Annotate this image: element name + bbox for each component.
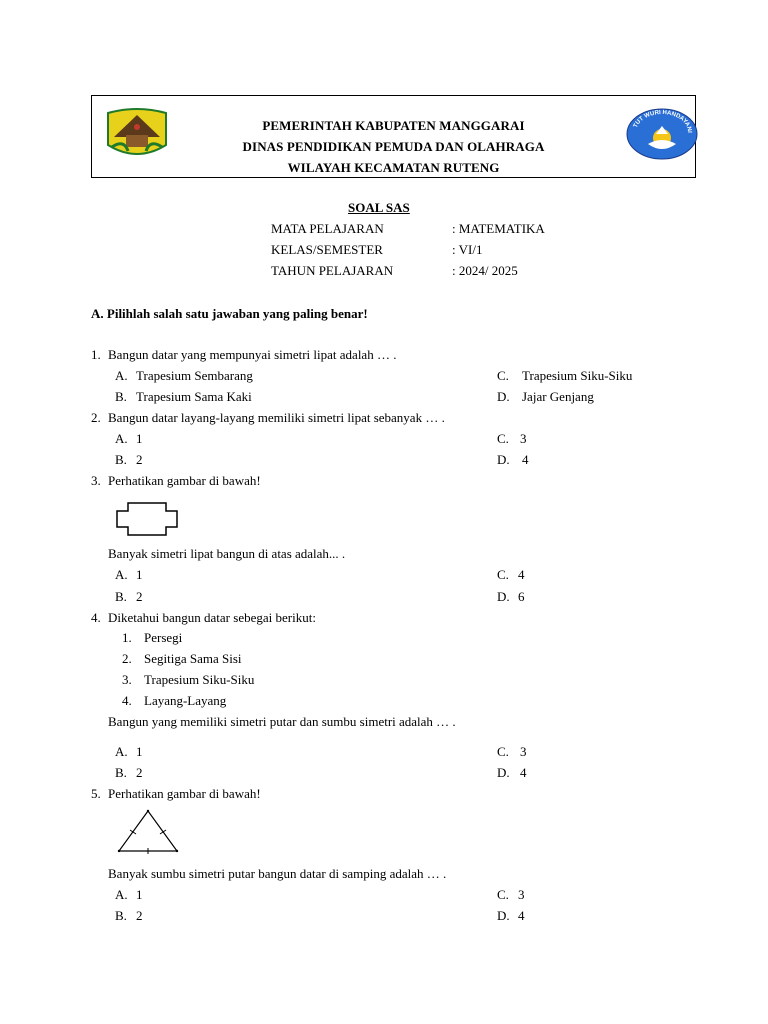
option-letter: D. (497, 452, 510, 467)
option-letter: A. (115, 887, 128, 902)
option-text: 4 (522, 452, 529, 467)
option-text: 4 (520, 765, 527, 780)
equilateral-triangle-figure (114, 806, 182, 856)
question-followup: Banyak sumbu simetri putar bangun datar di samping adalah … . (108, 866, 447, 881)
list-number: 1. (122, 630, 132, 645)
info-value-class: : VI/1 (452, 242, 483, 257)
question-text: Perhatikan gambar di bawah! (108, 473, 261, 488)
list-number: 2. (122, 651, 132, 666)
option-letter: D. (497, 908, 510, 923)
option-letter: C. (497, 431, 509, 446)
list-item: Segitiga Sama Sisi (144, 651, 242, 666)
question-number: 3. (91, 473, 101, 488)
tut-wuri-handayani-icon (626, 108, 698, 160)
option-letter: B. (115, 765, 127, 780)
question-text: Perhatikan gambar di bawah! (108, 786, 261, 801)
question-number: 5. (91, 786, 101, 801)
letterhead (91, 95, 696, 178)
right-logo-text: TUT WURI HANDAYANI (632, 109, 693, 133)
option-text: 2 (136, 765, 143, 780)
list-number: 4. (122, 693, 132, 708)
option-text: 1 (136, 887, 143, 902)
info-label-year: TAHUN PELAJARAN (271, 263, 394, 278)
option-letter: C. (497, 368, 509, 383)
option-text: 3 (520, 744, 527, 759)
option-text: 2 (136, 908, 143, 923)
list-item: Layang-Layang (144, 693, 227, 708)
option-text: 2 (136, 589, 143, 604)
option-letter: A. (115, 744, 128, 759)
option-text: 6 (518, 589, 525, 604)
cross-shape-figure (116, 502, 178, 536)
option-letter: C. (497, 887, 509, 902)
option-letter: A. (115, 431, 128, 446)
option-text: 2 (136, 452, 143, 467)
question-text: Bangun datar layang-layang memiliki simetri lipat sebanyak … . (108, 410, 445, 425)
option-text: 4 (518, 908, 525, 923)
question-number: 1. (91, 347, 101, 362)
option-letter: C. (497, 744, 509, 759)
option-text: Trapesium Siku-Siku (522, 368, 633, 383)
option-letter: B. (115, 589, 127, 604)
option-text: 4 (518, 567, 525, 582)
list-number: 3. (122, 672, 132, 687)
option-letter: B. (115, 389, 127, 404)
list-item: Persegi (144, 630, 183, 645)
question-text: Bangun datar yang mempunyai simetri lipat adalah … . (108, 347, 397, 362)
option-text: 1 (136, 431, 143, 446)
option-text: 3 (520, 431, 527, 446)
info-label-subject: MATA PELAJARAN (271, 221, 384, 236)
option-text: Trapesium Sama Kaki (136, 389, 252, 404)
question-followup: Bangun yang memiliki simetri putar dan sumbu simetri adalah … . (108, 714, 456, 729)
header-line-2: DINAS PENDIDIKAN PEMUDA DAN OLAHRAGA (242, 139, 545, 154)
option-text: 1 (136, 567, 143, 582)
question-text: Diketahui bangun datar sebegai berikut: (108, 610, 316, 625)
option-text: Jajar Genjang (522, 389, 594, 404)
list-item: Trapesium Siku-Siku (144, 672, 255, 687)
question-number: 2. (91, 410, 101, 425)
option-letter: C. (497, 567, 509, 582)
exam-title: SOAL SAS (348, 200, 410, 215)
option-letter: D. (497, 765, 510, 780)
option-text: 3 (518, 887, 525, 902)
option-letter: B. (115, 908, 127, 923)
option-letter: D. (497, 389, 510, 404)
option-letter: B. (115, 452, 127, 467)
info-value-year: : 2024/ 2025 (452, 263, 518, 278)
option-letter: A. (115, 567, 128, 582)
header-line-1: PEMERINTAH KABUPATEN MANGGARAI (262, 118, 525, 133)
option-letter: D. (497, 589, 510, 604)
header-line-3: WILAYAH KECAMATAN RUTENG (287, 160, 500, 175)
info-value-subject: : MATEMATIKA (452, 221, 545, 236)
question-number: 4. (91, 610, 101, 625)
option-text: 1 (136, 744, 143, 759)
option-text: Trapesium Sembarang (136, 368, 253, 383)
question-followup: Banyak simetri lipat bangun di atas adalah... . (108, 546, 346, 561)
info-label-class: KELAS/SEMESTER (271, 242, 383, 257)
option-letter: A. (115, 368, 128, 383)
section-instruction: A. Pilihlah salah satu jawaban yang paling benar! (91, 306, 368, 321)
